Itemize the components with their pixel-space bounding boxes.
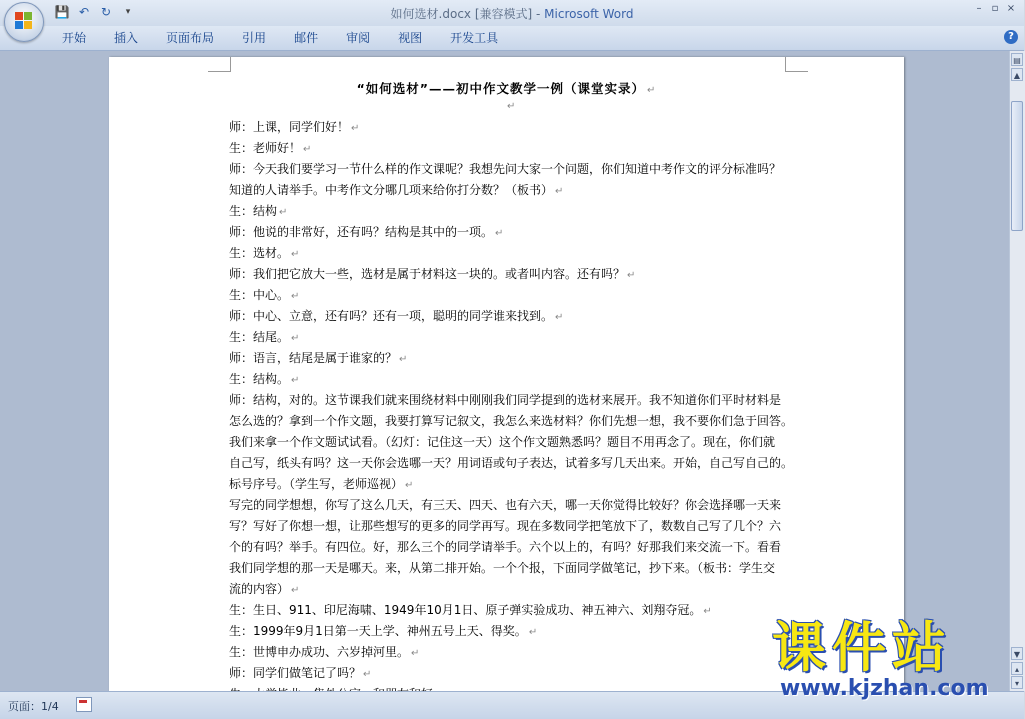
- document-line: [229, 537, 789, 558]
- line-text: 师：他说的非常好，还有吗？结构是其中的一项。: [229, 225, 494, 239]
- watermark-brand: 课件站: [772, 616, 952, 679]
- line-text: 生：1999年9月1日第一天上学、神州五号上天、得奖。: [229, 624, 527, 638]
- paragraph-mark: ↵: [495, 228, 504, 239]
- app-name: Microsoft Word: [544, 7, 634, 21]
- document-line: [229, 348, 789, 369]
- paragraph-mark: ↵: [279, 207, 288, 218]
- document-line: [229, 516, 789, 537]
- close-icon[interactable]: ×: [1006, 3, 1016, 14]
- paragraph-mark: ↵: [555, 312, 564, 323]
- margin-corner-left: [208, 57, 231, 72]
- document-line: [229, 474, 789, 495]
- line-text: 我们同学想的那一天是哪天。来，从第二排开始。一个个报，下面同学做笔记，抄下来。（板书：学生交: [229, 561, 776, 575]
- help-icon[interactable]: ?: [1004, 30, 1018, 44]
- document-line: [229, 243, 789, 264]
- window-title: [0, 5, 1024, 22]
- document-line: [229, 264, 789, 285]
- tab-home[interactable]: 开始: [62, 31, 87, 45]
- office-logo-icon: [15, 12, 33, 30]
- document-line: [229, 432, 789, 453]
- line-text: 知道的人请举手。中考作文分哪几项来给你打分数？（板书）: [229, 183, 554, 197]
- document-line: [229, 201, 789, 222]
- line-text: 生：中心。: [229, 288, 290, 302]
- line-text: 师：同学们做笔记了吗？: [229, 666, 362, 680]
- line-text: 个的有吗？举手。有四位。好，那么三个的同学请举手。六个以上的，有吗？好那我们来交流一下。看看: [229, 540, 782, 554]
- redo-icon[interactable]: ↻: [100, 5, 112, 19]
- document-line: [229, 285, 789, 306]
- tab-insert[interactable]: 插入: [114, 31, 139, 45]
- tab-mailings[interactable]: 邮件: [294, 31, 319, 45]
- paragraph-mark: ↵: [363, 669, 372, 680]
- title-separator: -: [532, 7, 545, 21]
- document-line: [229, 306, 789, 327]
- customize-qat-icon[interactable]: ▾: [125, 7, 131, 17]
- document-line: [229, 117, 789, 138]
- watermark-url: www.kjzhan.com: [780, 676, 989, 701]
- document-line: [229, 600, 789, 621]
- line-text: 生：结构: [229, 204, 278, 218]
- document-line: [229, 495, 789, 516]
- document-line: [229, 222, 789, 243]
- restore-icon[interactable]: ▫: [991, 3, 999, 14]
- previous-page-icon[interactable]: ▴: [1011, 662, 1023, 675]
- paragraph-mark: ↵: [703, 606, 712, 617]
- document-line: [229, 138, 789, 159]
- vertical-scrollbar[interactable]: [1009, 51, 1025, 691]
- paragraph-mark: ↵: [291, 249, 300, 260]
- paragraph-mark: ↵: [291, 585, 300, 596]
- next-page-icon[interactable]: ▾: [1011, 676, 1023, 689]
- line-text: 自己写，纸头有吗？这一天你会选哪一天？用词语或句子表达，试着多写几天出来。开始，自己写自己的。: [229, 456, 794, 470]
- scroll-thumb[interactable]: [1011, 101, 1023, 231]
- line-text: 写完的同学想想，你写了这么几天，有三天、四天、也有六天，哪一天你觉得比较好？你会选择哪一天来: [229, 498, 782, 512]
- document-line: [229, 411, 794, 432]
- line-text: 生：选材。: [229, 246, 290, 260]
- minimize-icon[interactable]: –: [976, 3, 982, 14]
- document-line: [229, 327, 789, 348]
- paragraph-mark: ↵: [291, 291, 300, 302]
- scroll-up-icon[interactable]: ▲: [1011, 68, 1023, 81]
- line-text: 生：结尾。: [229, 330, 290, 344]
- line-text: 师：今天我们要学习一节什么样的作文课呢？我想先问大家一个问题，你们知道中考作文的评分标准吗？: [229, 162, 782, 176]
- paragraph-mark: ↵: [507, 101, 516, 112]
- document-line: [229, 579, 789, 600]
- line-text: 怎么选的？拿到一个作文题，我要打算写记叙文，我怎么来选材料？你们先想一想，我不要你们急于回答。: [229, 414, 794, 428]
- line-text: 师：结构，对的。这节课我们就来围绕材料中刚刚我们同学提到的选材来展开。我不知道你们平时材料是: [229, 393, 782, 407]
- line-text: 师：中心、立意，还有吗？还有一项，聪明的同学谁来找到。: [229, 309, 554, 323]
- document-title: “如何选材”——初中作文教学一例（课堂实录） ↵: [356, 81, 657, 96]
- line-text: 流的内容）: [229, 582, 290, 596]
- line-text: 写？写好了你想一想，让那些想写的更多的同学再写。现在多数同学把笔放下了，数数自己写了几个？六: [229, 519, 782, 533]
- line-text: 师：语言，结尾是属于谁家的？: [229, 351, 398, 365]
- proofing-icon[interactable]: [76, 697, 92, 712]
- paragraph-mark: ↵: [351, 123, 360, 134]
- document-line: [229, 180, 789, 201]
- document-line: [229, 663, 789, 684]
- tab-references[interactable]: 引用: [242, 31, 267, 45]
- undo-icon[interactable]: ↶: [78, 5, 90, 19]
- window-controls: [972, 2, 1018, 16]
- paragraph-mark: ↵: [405, 480, 414, 491]
- paragraph-mark: ↵: [627, 270, 636, 281]
- line-text: 生：生日、911、印尼海啸、1949年10月1日、原子弹实验成功、神五神六、刘翔夺冠。: [229, 603, 702, 617]
- document-line: [229, 453, 794, 474]
- line-text: 师：我们把它放大一些，选材是属于材料这一块的。或者叫内容。还有吗？: [229, 267, 626, 281]
- tab-review[interactable]: 审阅: [346, 31, 371, 45]
- line-text: 标号序号。（学生写，老师巡视）: [229, 477, 404, 491]
- margin-corner-right: [785, 57, 808, 72]
- paragraph-mark: ↵: [303, 144, 312, 155]
- paragraph-mark: ↵: [528, 627, 538, 638]
- document-line: [229, 558, 789, 579]
- line-text: 生：老师好！: [229, 141, 302, 155]
- document-name: 如何选材.docx [兼容模式]: [390, 7, 533, 21]
- save-icon[interactable]: 💾: [54, 5, 70, 19]
- paragraph-mark: ↵: [291, 333, 300, 344]
- tab-view[interactable]: 视图: [398, 31, 423, 45]
- line-text: 生：结构。: [229, 372, 290, 386]
- watermark: [772, 616, 1012, 701]
- ruler-toggle-icon[interactable]: ▤: [1011, 53, 1023, 66]
- ribbon: [0, 26, 1024, 51]
- ribbon-tabs: [48, 30, 512, 46]
- document-line: [229, 642, 789, 663]
- paragraph-mark: ↵: [399, 354, 408, 365]
- document-body: [229, 117, 794, 705]
- document-workspace: [0, 51, 1009, 691]
- tab-page-layout[interactable]: 页面布局: [166, 31, 215, 45]
- title-bar: [0, 0, 1024, 26]
- page-indicator[interactable]: 页面：1/4: [8, 700, 59, 713]
- paragraph-mark: ↵: [291, 375, 300, 386]
- paragraph-mark: ↵: [647, 85, 657, 96]
- document-line: [229, 390, 789, 411]
- line-text: 师：上课，同学们好！: [229, 120, 350, 134]
- line-text: 我们来拿一个作文题试试看。（幻灯：记住这一天）这个作文题熟悉吗？题目不用再念了。现在，你们就: [229, 435, 776, 449]
- paragraph-mark: ↵: [555, 186, 564, 197]
- document-line: [229, 159, 789, 180]
- line-text: 生：世博申办成功、六岁掉河里。: [229, 645, 410, 659]
- document-page[interactable]: [109, 57, 904, 697]
- office-button[interactable]: [4, 2, 44, 42]
- tab-developer[interactable]: 开发工具: [450, 31, 499, 45]
- document-line: [229, 621, 789, 642]
- document-line: [229, 369, 789, 390]
- paragraph-mark: ↵: [411, 648, 420, 659]
- scroll-down-icon[interactable]: ▼: [1011, 647, 1023, 660]
